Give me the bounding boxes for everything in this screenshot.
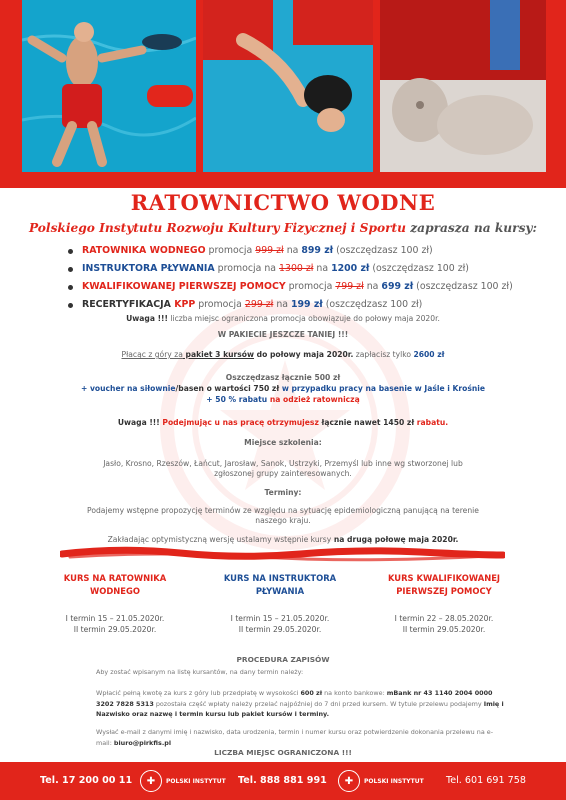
logo-text bbox=[364, 778, 424, 785]
package-offer-c: do połowy maja 2020r. bbox=[254, 350, 354, 359]
course-column-instructor bbox=[205, 572, 355, 598]
payment-a: Wpłacić pełną kwotę za kurs z góry lub przedpłatę w wysokości bbox=[96, 689, 301, 697]
procedure-payment bbox=[96, 688, 506, 720]
subtitle-institute-name: Polskiego Instytutu Rozwoju Kultury Fizycznej i Sportu bbox=[28, 221, 407, 235]
course-savings: (oszczędzasz 100 zł) bbox=[322, 299, 423, 310]
course-price-connector: na bbox=[283, 245, 302, 256]
logo-name: POLSKI INSTYTUT bbox=[364, 777, 424, 785]
course-name: RATOWNIKA WODNEGO bbox=[82, 245, 206, 256]
cpr-manikin-photo bbox=[380, 0, 546, 172]
column-title-line1: KURS NA INSTRUKTORA bbox=[223, 573, 337, 583]
course-dates-instructor bbox=[205, 613, 355, 635]
course-name-suffix: KPP bbox=[170, 299, 196, 310]
course-new-price: 1200 zł bbox=[331, 263, 370, 274]
lifeguard-training-photo bbox=[203, 0, 373, 172]
page-title: RATOWNICTWO WODNE bbox=[130, 190, 436, 215]
date-term-2: II termin 29.05.2020r. bbox=[73, 625, 157, 634]
package-price: 2600 zł bbox=[413, 350, 445, 359]
package-offer-d: zapłacisz tylko bbox=[353, 350, 414, 359]
payment-g: Imię i bbox=[483, 699, 504, 708]
course-new-price: 199 zł bbox=[291, 299, 323, 310]
course-name: RECERTYFIKACJA bbox=[82, 299, 171, 310]
date-term-1: I termin 15 – 21.05.2020r. bbox=[65, 614, 165, 623]
locations-line2: zgłoszonej grupy zainteresowanych. bbox=[214, 469, 352, 478]
course-savings: (oszczędzasz 100 zł) bbox=[413, 281, 513, 292]
package-offer-a: Płacąc z góry za bbox=[121, 350, 183, 359]
package-heading: W PAKIECIE JESZCZE TANIEJ !!! bbox=[217, 330, 349, 339]
footer-phone-1[interactable]: Tel. 17 200 00 11 bbox=[40, 775, 133, 786]
column-title-line2: WODNEGO bbox=[89, 586, 141, 596]
terms-line1: Podajemy wstępne propozycję terminów ze względu na sytuację epidemiologiczną panującą na terenie bbox=[87, 506, 479, 515]
bank-account-a: mBank nr 43 1140 2004 0000 bbox=[386, 689, 493, 697]
course-savings: (oszczędzasz 100 zł) bbox=[333, 245, 433, 256]
list-item bbox=[68, 242, 548, 260]
procedure-intro: Aby zostać wpisanym na listę kursantów, na dany termin należy: bbox=[96, 668, 304, 676]
course-column-lifeguard bbox=[40, 572, 190, 598]
course-promo-label: promocja bbox=[195, 299, 245, 310]
course-column-first-aid bbox=[369, 572, 519, 598]
date-term-2: II termin 29.05.2020r. bbox=[238, 625, 322, 634]
course-dates-first-aid bbox=[369, 613, 519, 635]
course-price-connector: na bbox=[363, 281, 382, 292]
course-old-price: 299 zł bbox=[244, 299, 274, 310]
course-old-price: 799 zł bbox=[335, 281, 364, 292]
terms-line3-a: Zakładając optymistyczną wersję ustalamy wstępnie kursy bbox=[107, 535, 332, 544]
course-dates-lifeguard bbox=[40, 613, 190, 635]
package-offer-b: pakiet 3 kursów bbox=[182, 350, 255, 359]
payment-f: pozostała część wpłaty należy przelać najpóźniej do 7 dni przed kursem. W tytule przelewu podajemy bbox=[153, 699, 484, 708]
contact-email[interactable]: biuro@pirkfis.pl bbox=[113, 738, 172, 747]
course-promo-label: promocja na bbox=[214, 263, 280, 274]
clothing-a: + 50 % rabatu bbox=[206, 395, 268, 404]
course-price-connector: na bbox=[273, 299, 292, 310]
limited-places-notice: LICZBA MIEJSC OGRANICZONA !!! bbox=[214, 748, 352, 757]
notice-lead: Uwaga !!! bbox=[117, 418, 160, 427]
footer-contact-bar bbox=[0, 762, 566, 800]
lifeguard-swimming-photo bbox=[22, 0, 196, 172]
deposit-amount: 600 zł bbox=[300, 689, 323, 697]
course-promo-label: promocja bbox=[285, 281, 336, 292]
course-old-price: 1300 zł bbox=[279, 263, 314, 274]
promo-notice bbox=[0, 314, 566, 323]
savings-voucher bbox=[0, 384, 566, 393]
column-title-line2: PIERWSZEJ POMOCY bbox=[396, 586, 492, 596]
header-photo-band bbox=[0, 0, 566, 188]
voucher-c: w przypadku pracy na basenie w Jaśle i Krośnie bbox=[279, 384, 486, 393]
notice-lead: Uwaga !!! bbox=[126, 314, 168, 323]
savings-total: Oszczędzasz łącznie 500 zł bbox=[225, 373, 341, 382]
footer-logo-2 bbox=[338, 768, 424, 794]
footer-phone-3[interactable]: Tel. 601 691 758 bbox=[446, 775, 526, 786]
date-term-1: I termin 22 – 28.05.2020r. bbox=[394, 614, 494, 623]
package-offer bbox=[0, 350, 566, 359]
payment-h: Nazwisko oraz nazwę i termin kursu lub pakiet kursów i terminy. bbox=[96, 710, 330, 718]
list-item bbox=[68, 260, 548, 278]
notice-end: rabatu. bbox=[414, 418, 449, 427]
subtitle-invite: zaprasza na kursy: bbox=[406, 221, 538, 235]
work-discount-notice bbox=[0, 418, 566, 427]
column-title-line2: PŁYWANIA bbox=[255, 586, 305, 596]
list-item bbox=[68, 278, 548, 296]
course-name: INSTRUKTORA PŁYWANIA bbox=[82, 263, 215, 274]
email-a: Wysłać e-mail z danymi imię i nazwisko, data urodzenia, termin i numer kursu oraz potwierdzenie dokonania przelewu na bbox=[96, 728, 485, 736]
institute-logo-icon: ✚ bbox=[140, 770, 162, 792]
voucher-b: /basen o wartości 750 zł bbox=[175, 384, 280, 393]
locations-heading: Miejsce szkolenia: bbox=[244, 438, 322, 447]
bank-account-b: 3202 7828 5313 bbox=[96, 699, 154, 708]
logo-text bbox=[166, 778, 226, 785]
email-b: e-mail: bbox=[96, 728, 494, 747]
course-new-price: 699 zł bbox=[381, 281, 414, 292]
terms-line2: naszego kraju. bbox=[255, 516, 311, 525]
terms-line3 bbox=[0, 535, 566, 544]
column-title-line1: KURS NA RATOWNIKA bbox=[63, 573, 167, 583]
procedure-email bbox=[96, 727, 506, 748]
footer-phone-2[interactable]: Tel. 888 881 991 bbox=[238, 775, 327, 786]
logo-name: POLSKI INSTYTUT bbox=[166, 777, 226, 785]
procedure-heading: PROCEDURA ZAPISÓW bbox=[236, 655, 330, 664]
locations-line1: Jasło, Krosno, Rzeszów, Łańcut, Jarosław, Sanok, Ustrzyki, Przemyśl lub inne wg stworzonej lub bbox=[103, 459, 463, 468]
course-new-price: 899 zł bbox=[301, 245, 334, 256]
notice-text: liczba miejsc ograniczona promocja obowiązuje do połowy maja 2020r. bbox=[167, 314, 440, 323]
page-subtitle bbox=[0, 221, 566, 235]
voucher-a: + voucher na siłownie bbox=[80, 384, 176, 393]
course-price-list bbox=[68, 242, 548, 314]
terms-heading: Terminy: bbox=[264, 488, 302, 497]
course-promo-label: promocja bbox=[205, 245, 256, 256]
course-price-connector: na bbox=[313, 263, 332, 274]
terms-line3-b: na drugą połowę maja 2020r. bbox=[331, 535, 459, 544]
footer-logo-1 bbox=[140, 768, 226, 794]
date-term-1: I termin 15 – 21.05.2020r. bbox=[230, 614, 330, 623]
red-brush-divider bbox=[60, 545, 505, 563]
list-item bbox=[68, 296, 548, 314]
course-old-price: 999 zł bbox=[255, 245, 284, 256]
savings-clothing bbox=[0, 395, 566, 404]
course-savings: (oszczędzasz 100 zł) bbox=[369, 263, 469, 274]
institute-logo-icon: ✚ bbox=[338, 770, 360, 792]
column-title-line1: KURS KWALIFIKOWANEJ bbox=[387, 573, 501, 583]
payment-c: na konto bankowe: bbox=[322, 689, 387, 697]
clothing-b: na odzież ratowniczą bbox=[267, 395, 360, 404]
notice-dark: łącznie nawet 1450 zł bbox=[318, 418, 415, 427]
date-term-2: II termin 29.05.2020r. bbox=[402, 625, 486, 634]
notice-red: Podejmując u nas pracę otrzymujesz bbox=[159, 418, 319, 427]
course-name: KWALIFIKOWANEJ PIERWSZEJ POMOCY bbox=[82, 281, 286, 292]
